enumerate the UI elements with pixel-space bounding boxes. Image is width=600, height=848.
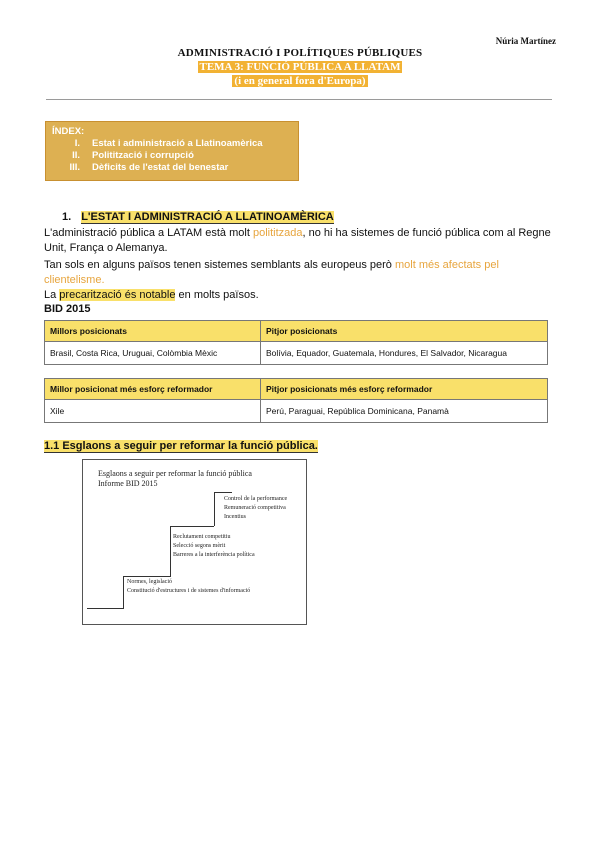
table-header-row: [45, 379, 548, 400]
step-riser: [214, 492, 215, 526]
bid-label: BID 2015: [44, 303, 91, 315]
index-item-label: Politització i corrupció: [92, 150, 194, 161]
document-subtitle: [0, 61, 600, 73]
table-row: [45, 400, 548, 423]
paragraph-1: [44, 226, 559, 256]
author-name: Núria Martínez: [495, 36, 556, 46]
table-cell: Perú, Paraguai, República Dominicana, Panamà: [261, 400, 548, 423]
p3-text-end: en molts països.: [175, 289, 259, 301]
header-divider: [46, 99, 552, 100]
p3-highlight: precarització és notable: [59, 289, 176, 301]
step-4-line: Remuneració competitiva: [224, 505, 286, 511]
table-header-cell: Millor posicionat més esforç reformador: [45, 379, 261, 400]
step-tread: [123, 576, 171, 577]
p1-text-end: , no hi ha sistemes de funció pública com al Regne Unit, França o Alemanya.: [44, 227, 551, 254]
table-cell: Bolívia, Equador, Guatemala, Hondures, El Salvador, Nicaragua: [261, 342, 548, 365]
step-2-line: Normes, legislació: [127, 579, 172, 585]
p2-text: Tan sols en alguns països tenen sistemes semblants als europeus però: [44, 259, 395, 271]
step-2-line: Constitució d'estructures i de sistemes d'informació: [127, 588, 251, 594]
step-tread: [87, 608, 124, 609]
reform-steps-figure: [82, 459, 307, 625]
section-1-title: L'ESTAT I ADMINISTRACIÓ A LLATINOAMÈRICA: [81, 211, 334, 223]
index-box: [45, 121, 299, 181]
step-riser: [123, 576, 124, 608]
section-1-1-heading: [44, 440, 318, 452]
step-tread: [214, 492, 232, 493]
table-row: [45, 342, 548, 365]
step-tread: [170, 526, 214, 527]
ranking-table-1: [44, 320, 548, 365]
document-title: ADMINISTRACIÓ I POLÍTIQUES PÚBLIQUES: [177, 47, 423, 59]
step-4-line: Incentius: [224, 514, 246, 520]
step-riser: [170, 526, 171, 576]
table-header-cell: Pitjor posicionats més esforç reformador: [261, 379, 548, 400]
index-heading: ÍNDEX:: [52, 126, 85, 137]
section-1-number: 1.: [62, 211, 72, 223]
section-1-heading: [62, 211, 334, 223]
section-1-1-title: 1.1 Esglaons a seguir per reformar la funció pública.: [44, 440, 318, 452]
paragraph-3: [44, 288, 559, 303]
index-item-number: III.: [69, 162, 80, 173]
index-item-number: I.: [74, 138, 80, 149]
paragraph-2: [44, 258, 559, 288]
table-cell: Xile: [45, 400, 261, 423]
index-item: [52, 138, 292, 150]
p3-text: La: [44, 289, 60, 301]
p1-highlight: polititzada: [252, 227, 303, 239]
step-4-line: Control de la performance: [224, 496, 288, 502]
table-header-cell: Pitjor posicionats: [261, 321, 548, 342]
index-item-label: Estat i administració a Llatinoamèrica: [92, 138, 263, 149]
subtitle2-text: (i en general fora d'Europa): [234, 75, 366, 87]
p1-text: L'administració pública a LATAM està molt: [44, 227, 253, 239]
index-item: [52, 162, 292, 174]
document-subtitle-2: [0, 75, 600, 87]
figure-subtitle: Informe BID 2015: [98, 479, 158, 488]
ranking-table-2: [44, 378, 548, 423]
table-header-cell: Millors posicionats: [45, 321, 261, 342]
index-item-label: Dèficits de l'estat del benestar: [92, 162, 229, 173]
step-3-line: Selecció segons mèrit: [173, 543, 226, 549]
step-3-line: Barreres a la interferència política: [173, 552, 255, 558]
table-header-row: [45, 321, 548, 342]
p2-highlight: molt més afectats pel clientelisme.: [44, 259, 499, 286]
subtitle-text: TEMA 3: FUNCIÓ PÚBLICA A LLATAM: [199, 61, 401, 73]
table-cell: Brasil, Costa Rica, Uruguai, Colòmbia Mèxic: [45, 342, 261, 365]
figure-title: Esglaons a seguir per reformar la funció pública: [98, 469, 252, 478]
index-item-number: II.: [72, 150, 80, 161]
index-item: [52, 150, 292, 162]
step-3-line: Reclutament competitiu: [173, 534, 231, 540]
